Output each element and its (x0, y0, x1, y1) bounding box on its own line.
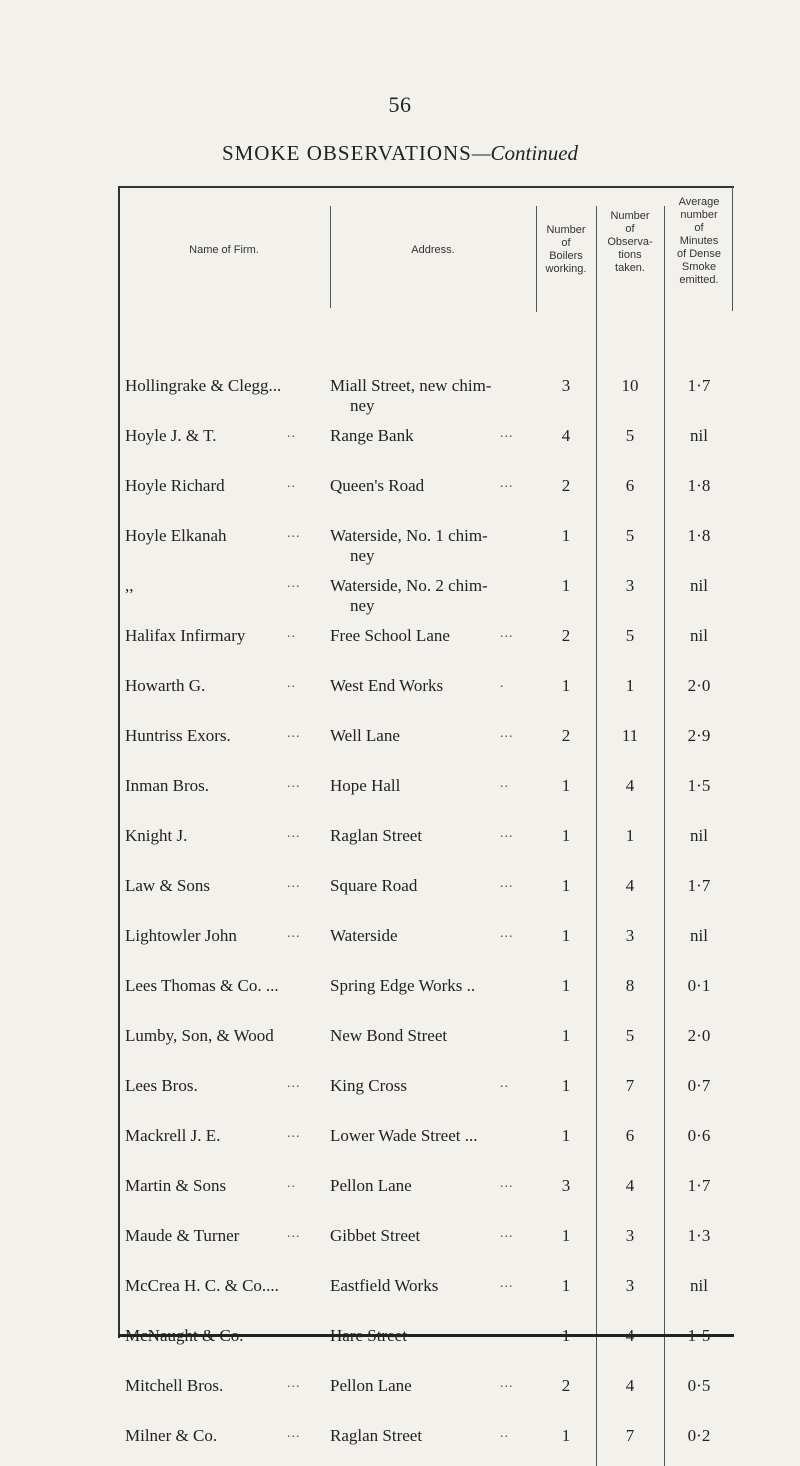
observations-taken: 7 (625, 1076, 635, 1095)
leader-dots: .. (287, 426, 296, 441)
average-minutes-dense-smoke: 1·8 (687, 526, 711, 545)
firm-name: McCrea H. C. & Co.... (125, 1276, 279, 1295)
header-line: taken. (615, 262, 645, 274)
observations-taken: 11 (621, 726, 639, 745)
table-row (118, 376, 734, 416)
average-minutes-dense-smoke: nil (690, 926, 708, 945)
leader-dots: ... (287, 1226, 301, 1241)
average-minutes-dense-smoke: 0·2 (687, 1426, 711, 1445)
boilers-working: 1 (561, 576, 571, 595)
observations-taken: 4 (625, 1176, 635, 1195)
leader-dots: .. (287, 1326, 296, 1341)
leader-dots: ... (287, 776, 301, 791)
table-row (118, 726, 734, 766)
firm-name: Lees Thomas & Co. ... (125, 976, 279, 995)
average-minutes-dense-smoke: 2·9 (687, 726, 711, 745)
table-row (118, 676, 734, 716)
firm-name: McNaught & Co. .. (125, 1326, 296, 1345)
header-boilers (536, 224, 596, 276)
firm-name: Halifax Infirmary .. (125, 626, 296, 645)
table-row (118, 826, 734, 866)
header-divider (330, 206, 331, 308)
firm-address: Pellon Lane ... (330, 1376, 514, 1395)
observations-taken: 3 (625, 1226, 635, 1245)
leader-dots: ... (500, 876, 514, 891)
leader-dots: ... (287, 526, 301, 541)
average-minutes-dense-smoke: nil (690, 576, 708, 595)
boilers-working: 1 (561, 776, 571, 795)
header-line: working. (545, 263, 587, 275)
observations-taken: 5 (625, 626, 635, 645)
boilers-working: 1 (561, 1076, 571, 1095)
firm-name: Martin & Sons .. (125, 1176, 296, 1195)
firm-address: Pellon Lane ... (330, 1176, 514, 1195)
leader-dots: ... (287, 826, 301, 841)
average-minutes-dense-smoke: 2·0 (687, 676, 711, 695)
header-name-of-firm: Name of Firm. (189, 244, 259, 256)
leader-dots: ... (500, 626, 514, 641)
leader-dots: . (500, 676, 505, 691)
table-row (118, 926, 734, 966)
observations-taken: 6 (625, 1126, 635, 1145)
firm-name: Lightowler John ... (125, 926, 301, 945)
leader-dots: ... (500, 926, 514, 941)
page-title (0, 141, 800, 166)
firm-address: Hare Street ... (330, 1326, 514, 1345)
table-row (118, 776, 734, 816)
average-minutes-dense-smoke: nil (690, 626, 708, 645)
firm-name: Inman Bros. ... (125, 776, 301, 795)
firm-address: Gibbet Street ... (330, 1226, 514, 1245)
firm-name: Hoyle Richard .. (125, 476, 296, 495)
leader-dots: ... (287, 1076, 301, 1091)
observations-taken: 3 (625, 1276, 635, 1295)
firm-name: Lumby, Son, & Wood (125, 1026, 274, 1045)
observations-taken: 5 (625, 526, 635, 545)
header-right-border (732, 186, 733, 311)
average-minutes-dense-smoke: 0·1 (687, 976, 711, 995)
boilers-working: 1 (561, 876, 571, 895)
boilers-working: 1 (561, 1126, 571, 1145)
header-line: Number (546, 224, 586, 236)
firm-address: West End Works . (330, 676, 505, 695)
average-minutes-dense-smoke: 0·7 (687, 1076, 711, 1095)
table-row (118, 976, 734, 1016)
title-main: SMOKE OBSERVATIONS (221, 141, 472, 165)
boilers-working: 1 (561, 1276, 571, 1295)
firm-address: Spring Edge Works .. (330, 976, 476, 995)
observations-taken: 3 (625, 576, 635, 595)
observations-taken: 5 (625, 1026, 635, 1045)
firm-address: Hope Hall .. (330, 776, 509, 795)
header-line: of (625, 223, 635, 235)
leader-dots: .. (500, 776, 509, 791)
firm-name: ,, ... (125, 576, 301, 595)
table-row (118, 426, 734, 466)
boilers-working: 1 (561, 826, 571, 845)
boilers-working: 1 (561, 1026, 571, 1045)
firm-name: Maude & Turner ... (125, 1226, 301, 1245)
header-line: Average (678, 196, 720, 208)
firm-address: Raglan Street .. (330, 1426, 509, 1445)
page-number: 56 (388, 92, 412, 117)
average-minutes-dense-smoke: nil (690, 1276, 708, 1295)
leader-dots: ... (500, 1376, 514, 1391)
header-line: of (694, 222, 704, 234)
observations-taken: 4 (625, 776, 635, 795)
table-bottom-rule (118, 1334, 734, 1337)
firm-address-continued: ney (350, 396, 375, 415)
firm-name: Mackrell J. E. ... (125, 1126, 301, 1145)
average-minutes-dense-smoke: 1·8 (687, 476, 711, 495)
header-line: emitted. (679, 274, 719, 286)
boilers-working: 2 (561, 1376, 571, 1395)
firm-name: Hollingrake & Clegg... (125, 376, 282, 395)
leader-dots: .. (287, 676, 296, 691)
boilers-working: 3 (561, 1176, 571, 1195)
firm-address: Square Road ... (330, 876, 514, 895)
average-minutes-dense-smoke: 1·7 (687, 1176, 711, 1195)
firm-address: Waterside ... (330, 926, 514, 945)
average-minutes-dense-smoke: nil (690, 826, 708, 845)
leader-dots: .. (287, 476, 296, 491)
firm-name: Knight J. ... (125, 826, 301, 845)
leader-dots: ... (287, 576, 301, 591)
average-minutes-dense-smoke: 2·0 (687, 1026, 711, 1045)
boilers-working: 2 (561, 726, 571, 745)
boilers-working: 1 (561, 526, 571, 545)
leader-dots: ... (500, 826, 514, 841)
firm-address: Eastfield Works ... (330, 1276, 514, 1295)
leader-dots: ... (287, 726, 301, 741)
boilers-working: 1 (561, 926, 571, 945)
boilers-working: 1 (561, 1226, 571, 1245)
table-row (118, 1226, 734, 1266)
header-line: number (680, 209, 718, 221)
table-row (118, 1176, 734, 1216)
observations-taken: 5 (625, 426, 635, 445)
header-line: of Dense (676, 248, 722, 260)
leader-dots: ... (287, 1376, 301, 1391)
firm-name: Law & Sons ... (125, 876, 301, 895)
firm-address: Miall Street, new chim- (330, 376, 492, 395)
leader-dots: ... (500, 426, 514, 441)
observations-taken: 10 (621, 376, 639, 395)
average-minutes-dense-smoke: 1·5 (687, 776, 711, 795)
boilers-working: 4 (561, 426, 571, 445)
table-row (118, 876, 734, 916)
observations-taken: 4 (625, 1326, 635, 1345)
leader-dots: ... (287, 1426, 301, 1441)
table-row (118, 576, 734, 616)
observations-taken: 1 (625, 676, 635, 695)
firm-name: Howarth G. .. (125, 676, 296, 695)
leader-dots: ... (287, 876, 301, 891)
firm-address-continued: ney (350, 546, 375, 565)
header-line: Observa- (607, 236, 653, 248)
header-line: tions (618, 249, 642, 261)
leader-dots: ... (500, 476, 514, 491)
boilers-working: 2 (561, 476, 571, 495)
header-line: of (561, 237, 571, 249)
boilers-working: 3 (561, 376, 571, 395)
table-row (118, 1426, 734, 1466)
firm-name: Lees Bros. ... (125, 1076, 301, 1095)
title-continued: —Continued (471, 141, 579, 165)
header-line: Boilers (549, 250, 583, 262)
average-minutes-dense-smoke: nil (690, 426, 708, 445)
leader-dots: ... (287, 926, 301, 941)
firm-name: Hoyle Elkanah ... (125, 526, 301, 545)
firm-address-continued: ney (350, 596, 375, 615)
boilers-working: 1 (561, 976, 571, 995)
firm-address: Waterside, No. 2 chim- (330, 576, 488, 595)
header-observations (596, 210, 664, 275)
observations-taken: 8 (625, 976, 635, 995)
average-minutes-dense-smoke: 1·3 (687, 1226, 711, 1245)
leader-dots: ... (500, 1276, 514, 1291)
header-line: Number (610, 210, 650, 222)
firm-name: Hoyle J. & T. .. (125, 426, 296, 445)
leader-dots: ... (500, 1326, 514, 1341)
table-row (118, 1126, 734, 1166)
firm-address: Well Lane ... (330, 726, 514, 745)
table-row (118, 626, 734, 666)
table-row (118, 1376, 734, 1416)
table-row (118, 1076, 734, 1116)
average-minutes-dense-smoke: 0·6 (687, 1126, 711, 1145)
average-minutes-dense-smoke: 1·7 (687, 376, 711, 395)
table-row (118, 1026, 734, 1066)
observations-taken: 4 (625, 1376, 635, 1395)
table-header (118, 186, 734, 312)
header-line: Minutes (679, 235, 719, 247)
leader-dots: ... (500, 726, 514, 741)
leader-dots: .. (287, 1176, 296, 1191)
average-minutes-dense-smoke: 0·5 (687, 1376, 711, 1395)
leader-dots: .. (287, 626, 296, 641)
table-row (118, 1276, 734, 1316)
firm-address: Free School Lane ... (330, 626, 514, 645)
firm-address: Waterside, No. 1 chim- (330, 526, 488, 545)
firm-address: King Cross .. (330, 1076, 509, 1095)
table-row (118, 476, 734, 516)
leader-dots: ... (500, 1226, 514, 1241)
leader-dots: .. (500, 1426, 509, 1441)
boilers-working: 2 (561, 626, 571, 645)
boilers-working: 1 (561, 1326, 571, 1345)
observations-taken: 6 (625, 476, 635, 495)
table-row (118, 526, 734, 566)
firm-address: Queen's Road ... (330, 476, 514, 495)
firm-name: Huntriss Exors. ... (125, 726, 301, 745)
table-row (118, 1326, 734, 1366)
leader-dots: .. (500, 1076, 509, 1091)
firm-address: Lower Wade Street ... (330, 1126, 478, 1145)
firm-address: Raglan Street ... (330, 826, 514, 845)
header-address: Address. (411, 244, 455, 256)
leader-dots: ... (500, 1176, 514, 1191)
observations-taken: 4 (625, 876, 635, 895)
average-minutes-dense-smoke: 1·5 (687, 1326, 711, 1345)
observations-taken: 7 (625, 1426, 635, 1445)
leader-dots: ... (287, 1126, 301, 1141)
firm-name: Milner & Co. ... (125, 1426, 301, 1445)
observations-taken: 1 (625, 826, 635, 845)
header-average-minutes (664, 196, 734, 287)
observations-taken: 3 (625, 926, 635, 945)
firm-name: Mitchell Bros. ... (125, 1376, 301, 1395)
smoke-observations-table (118, 186, 734, 1445)
header-line: Smoke (681, 261, 717, 273)
boilers-working: 1 (561, 676, 571, 695)
firm-address: New Bond Street (330, 1026, 448, 1045)
average-minutes-dense-smoke: 1·7 (687, 876, 711, 895)
boilers-working: 1 (561, 1426, 571, 1445)
firm-address: Range Bank ... (330, 426, 514, 445)
